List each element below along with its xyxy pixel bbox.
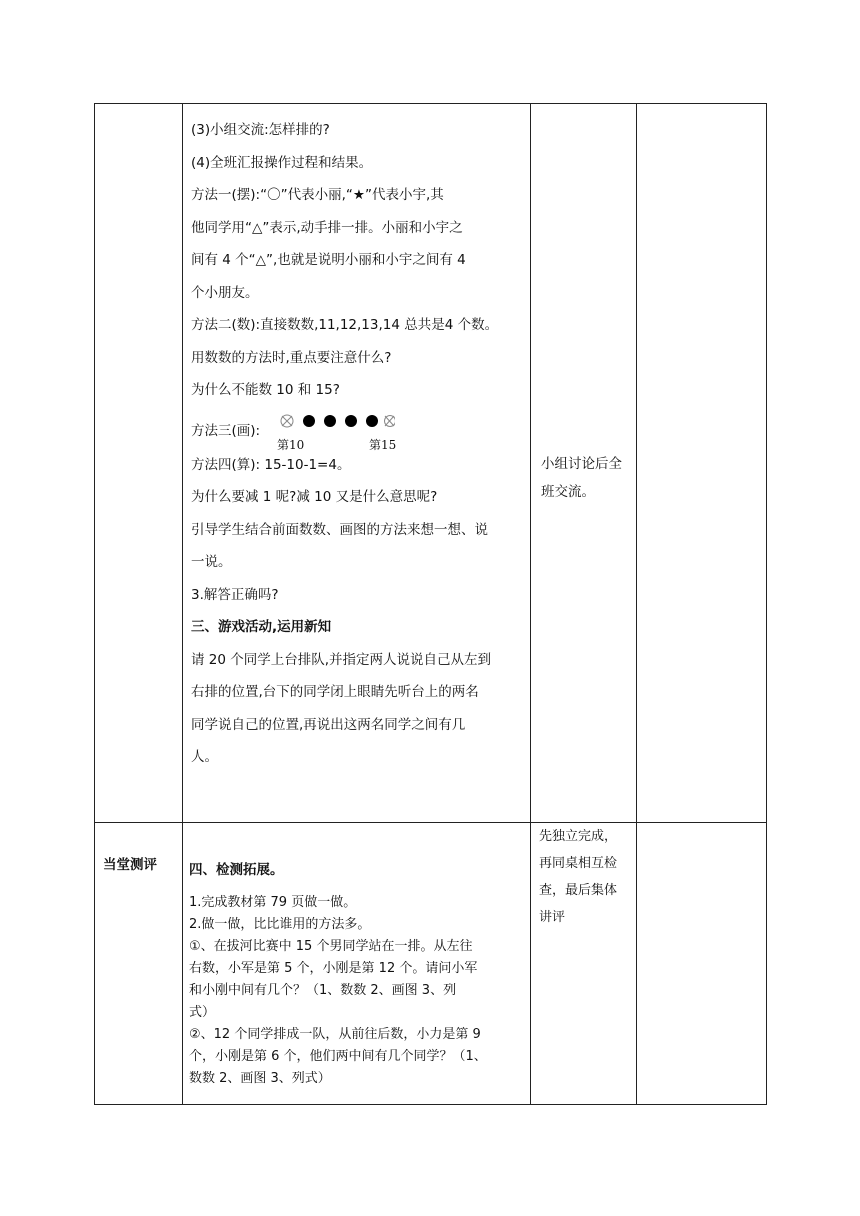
content-line: 同学说自己的位置,再说出这两名同学之间有几 xyxy=(191,716,466,733)
note-line: 查，最后集体 xyxy=(539,883,618,898)
content-line: 他同学用“△”表示,动手排一排。小丽和小宇之 xyxy=(191,219,463,236)
filled-dot-icon xyxy=(366,415,378,427)
content-line: 用数数的方法时,重点要注意什么? xyxy=(191,349,392,366)
content-line: 方法四(算): 15-10-1=4。 xyxy=(191,456,351,473)
student-activity-cell xyxy=(531,104,637,823)
teaching-content xyxy=(183,104,530,774)
start-position-label: 第10 xyxy=(277,437,305,452)
content-line: 为什么要减 1 呢?减 10 又是什么意思呢? xyxy=(191,489,438,505)
assessment-row xyxy=(95,823,767,1105)
note-line: 班交流。 xyxy=(541,484,595,500)
content-line: 个小朋友。 xyxy=(191,284,259,301)
section-cell-empty xyxy=(95,104,183,823)
note-line: 讲评 xyxy=(539,910,566,925)
content-line: 右数，小军是第 5 个，小刚是第 12 个。请问小军 xyxy=(189,961,478,976)
content-line: 引导学生结合前面数数、画图的方法来想一想、说 xyxy=(191,521,488,538)
remarks-cell xyxy=(637,104,767,823)
note-line: 先独立完成， xyxy=(539,829,618,844)
content-line: 方法二(数):直接数数,11,12,13,14 总共是4 个数。 xyxy=(191,317,499,333)
content-line: 数数 2、画图 3、列式） xyxy=(189,1071,331,1086)
filled-dot-icon xyxy=(303,415,315,427)
lesson-plan-table xyxy=(94,103,767,1105)
section-label: 当堂测评 xyxy=(103,857,157,873)
content-line: 个，小刚是第 6 个，他们两中间有几个同学？（1、 xyxy=(189,1049,487,1064)
crossed-circle-icon xyxy=(385,415,396,426)
content-line: 和小刚中间有几个？（1、数数 2、画图 3、列 xyxy=(189,983,457,998)
content-line: 人。 xyxy=(191,749,218,765)
filled-dot-icon xyxy=(324,415,336,427)
content-line: 1.完成教材第 79 页做一做。 xyxy=(189,895,357,910)
student-activity-note xyxy=(531,104,636,506)
section-heading: 四、检测拓展。 xyxy=(189,862,284,878)
assessment-content xyxy=(183,859,530,1090)
content-line: 方法一(摆):“〇”代表小丽,“★”代表小宇,其 xyxy=(191,187,444,203)
content-line: 间有 4 个“△”,也就是说明小丽和小宇之间有 4 xyxy=(191,252,466,268)
content-line: (4)全班汇报操作过程和结果。 xyxy=(191,154,373,171)
filled-dot-icon xyxy=(345,415,357,427)
content-line: 一说。 xyxy=(191,554,232,570)
method3-label: 方法三(画): xyxy=(191,422,261,439)
content-line: 请 20 个同学上台排队,并指定两人说说自己从左到 xyxy=(191,651,492,668)
content-line: ①、在拔河比赛中 15 个男同学站在一排。从左往 xyxy=(189,939,473,954)
teaching-content-cell xyxy=(183,104,531,823)
content-line: 3.解答正确吗? xyxy=(191,586,279,603)
section-heading: 三、游戏活动,运用新知 xyxy=(191,619,332,635)
remarks-cell xyxy=(637,823,767,1105)
assessment-content-cell xyxy=(183,823,531,1105)
content-line: ②、12 个同学排成一队，从前往后数，小力是第 9 xyxy=(189,1027,481,1042)
content-line: (3)小组交流:怎样排的? xyxy=(191,122,330,138)
process-row xyxy=(95,104,767,823)
content-line: 2.做一做，比比谁用的方法多。 xyxy=(189,917,371,932)
content-line: 式） xyxy=(189,1005,216,1020)
content-line: 为什么不能数 10 和 15? xyxy=(191,382,340,398)
method3-drawing xyxy=(191,407,524,452)
student-activity-note xyxy=(531,823,636,931)
content-line: 右排的位置,台下的同学闭上眼睛先听台上的两名 xyxy=(191,684,479,700)
end-position-label: 第15 xyxy=(369,437,397,452)
student-activity-cell xyxy=(531,823,637,1105)
note-line: 小组讨论后全 xyxy=(541,456,622,472)
crossed-circle-icon xyxy=(281,415,293,427)
section-cell xyxy=(95,823,183,1105)
note-line: 再同桌相互检 xyxy=(539,856,618,871)
